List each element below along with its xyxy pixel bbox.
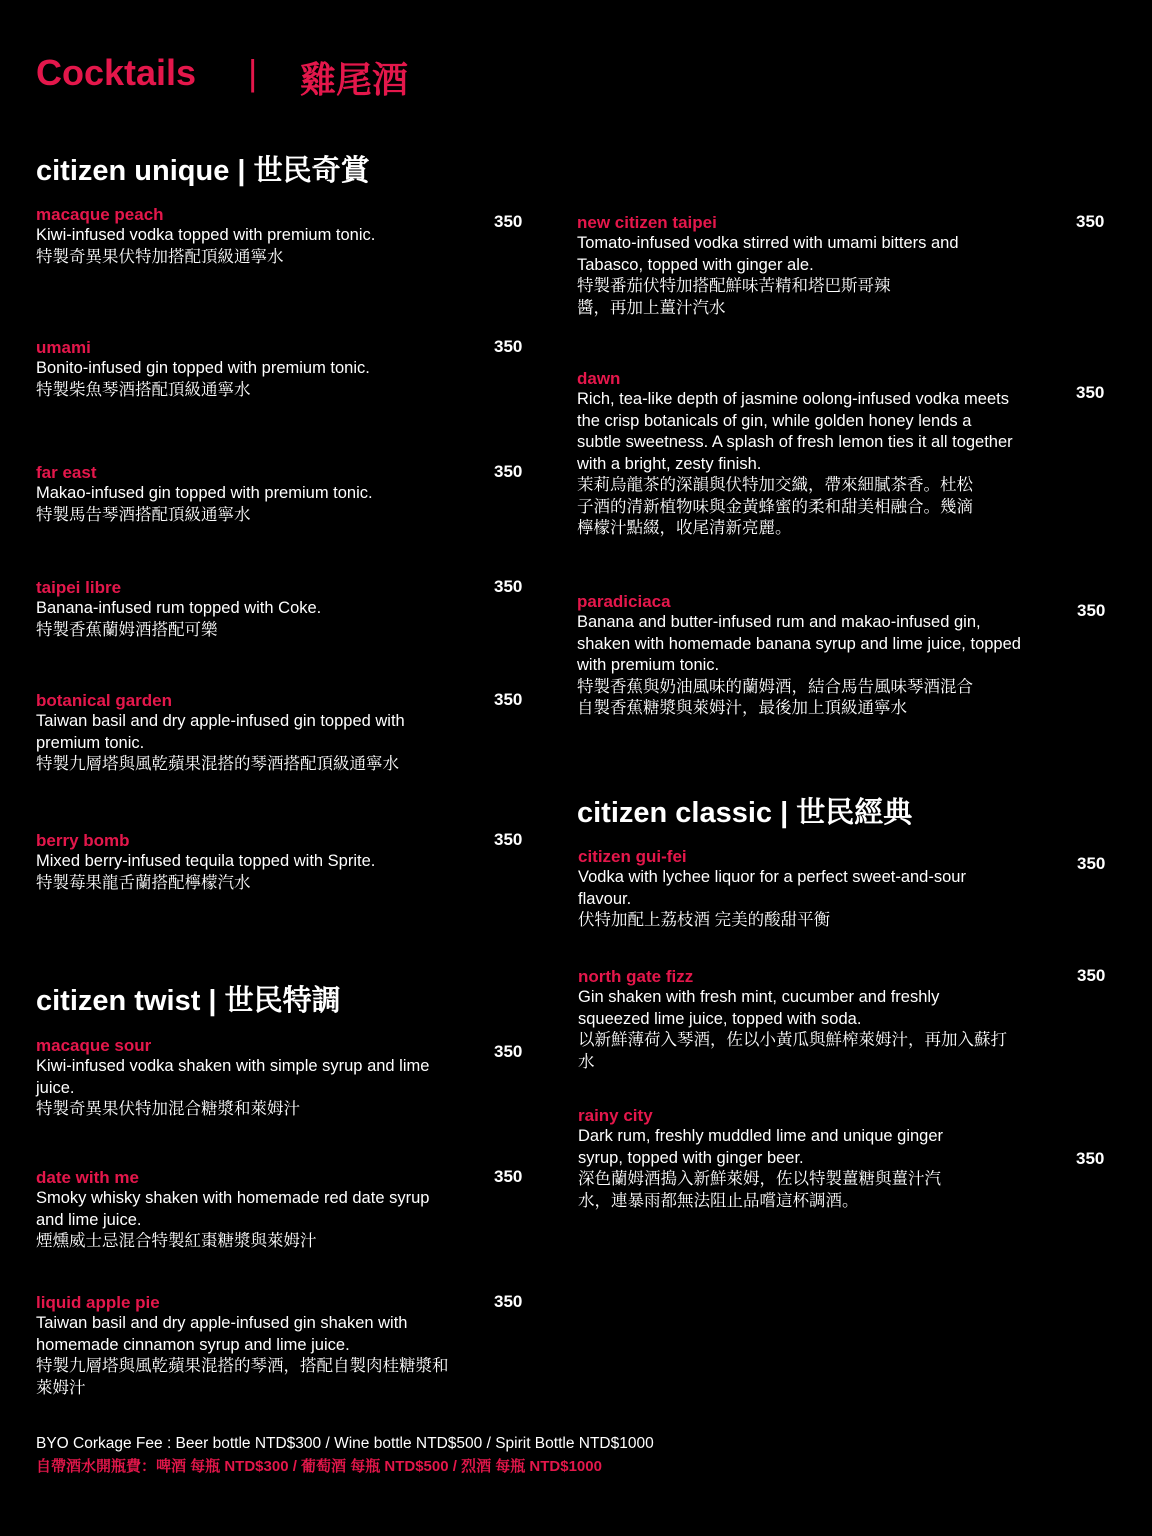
menu-item-north-gate-fizz [578,966,1023,1073]
item-description-zh: 特製莓果龍舌蘭搭配檸檬汽水 [36,873,251,892]
item-name: berry bomb [36,831,130,850]
item-description: Tomato-infused vodka stirred with umami bitters and Tabasco, topped with ginger ale. [577,234,959,274]
item-description: Gin shaken with fresh mint, cucumber and freshly squeezed lime juice, topped with soda. [578,988,940,1028]
menu-item-macaque-peach [36,204,496,268]
item-description-zh: 特製番茄伏特加搭配鮮味苦精和塔巴斯哥辣醬，再加上薑汁汽水 [577,277,891,317]
item-name: citizen gui-fei [578,847,687,866]
item-name: far east [36,463,97,482]
item-description-zh: 特製柴魚琴酒搭配頂級通寧水 [36,380,251,399]
item-description-zh: 深色蘭姆酒搗入新鮮萊姆，佐以特製薑糖與薑汁汽水，連暴雨都無法阻止品嚐這杯調酒。 [578,1170,941,1210]
item-name: botanical garden [36,691,173,710]
item-description-zh: 特製奇異果伏特加搭配頂級通寧水 [36,247,284,266]
item-description: Kiwi-infused vodka topped with premium tonic. [36,226,376,244]
item-description: Taiwan basil and dry apple-infused gin shaken with homemade cinnamon syrup and lime juice. [36,1314,408,1354]
menu-item-botanical-garden [36,690,456,776]
title-separator: | [248,52,258,93]
item-price: 350 [494,577,523,596]
item-name: date with me [36,1168,139,1187]
menu-item-macaque-sour [36,1035,446,1121]
item-name: new citizen taipei [577,213,717,232]
item-price: 350 [1077,854,1106,873]
item-price: 350 [494,462,523,481]
item-description-zh: 煙燻威士忌混合特製紅棗糖漿與萊姆汁 [36,1232,317,1250]
item-description-zh: 伏特加配上荔枝酒 完美的酸甜平衡 [578,911,831,929]
item-name: macaque sour [36,1036,152,1055]
item-price: 350 [494,830,523,849]
item-description: Bonito-infused gin topped with premium tonic. [36,359,370,377]
item-description-zh: 特製九層塔與風乾蘋果混搭的琴酒，搭配自製肉桂糖漿和萊姆汁 [36,1357,449,1397]
item-price: 350 [494,1042,523,1061]
item-description: Taiwan basil and dry apple-infused gin topped with premium tonic. [36,712,405,752]
item-description-zh: 特製九層塔與風乾蘋果混搭的琴酒搭配頂級通寧水 [36,755,399,773]
item-name: north gate fizz [578,967,694,986]
item-description-zh: 特製香蕉蘭姆酒搭配可樂 [36,620,218,639]
item-name: liquid apple pie [36,1293,160,1312]
item-name: umami [36,338,91,357]
item-name: rainy city [578,1106,653,1125]
menu-item-new-citizen-taipei [577,212,967,319]
item-price: 350 [494,1292,523,1311]
item-price: 350 [1077,966,1106,985]
menu-item-dawn [577,368,1017,540]
section-title-citizen-unique: citizen unique | 世民奇賞 [36,155,370,187]
item-price: 350 [1077,601,1106,620]
menu-item-rainy-city [578,1105,983,1212]
menu-item-date-with-me [36,1167,436,1253]
item-description: Dark rum, freshly muddled lime and unique ginger syrup, topped with ginger beer. [578,1127,944,1167]
section-title-citizen-twist: citizen twist | 世民特調 [36,985,341,1017]
menu-item-far-east [36,462,496,526]
corkage-fee-en: BYO Corkage Fee : Beer bottle NTD$300 / Wine bottle NTD$500 / Spirit Bottle NTD$1000 [36,1435,654,1452]
item-price: 350 [494,212,523,231]
menu-item-paradiciaca [577,591,1027,720]
item-description: Rich, tea-like depth of jasmine oolong-infused vodka meets the crisp botanicals of gin, while golden honey lends a subtle sweetness. A splash of fresh lemon ties it all together with a bright, zesty finish. [577,390,1013,473]
menu-item-umami [36,337,496,401]
item-price: 350 [1076,1149,1105,1168]
item-price: 350 [1076,383,1105,402]
item-description-zh: 以新鮮薄荷入琴酒，佐以小黃瓜與鮮榨萊姆汁，再加入蘇打水 [578,1031,1007,1071]
corkage-fee-zh: 自帶酒水開瓶費：啤酒 每瓶 NTD$300 / 葡萄酒 每瓶 NTD$500 / 烈酒 每瓶 NTD$1000 [36,1458,602,1475]
item-price: 350 [1076,212,1105,231]
item-name: dawn [577,369,621,388]
item-description: Banana-infused rum topped with Coke. [36,599,322,617]
item-description-zh: 特製馬告琴酒搭配頂級通寧水 [36,505,251,524]
section-title-citizen-classic: citizen classic | 世民經典 [577,797,913,829]
item-description: Banana and butter-infused rum and makao-infused gin, shaken with homemade banana syrup and lime juice, topped with premium tonic. [577,613,1021,674]
item-description-zh: 特製奇異果伏特加混合糖漿和萊姆汁 [36,1100,300,1118]
menu-item-liquid-apple-pie [36,1292,456,1399]
menu-item-citizen-gui-fei [578,846,973,932]
item-name: paradiciaca [577,592,671,611]
item-description: Kiwi-infused vodka shaken with simple syrup and lime juice. [36,1057,430,1097]
item-description: Makao-infused gin topped with premium tonic. [36,484,373,502]
menu-item-berry-bomb [36,830,496,894]
item-description-zh: 茉莉烏龍茶的深韻與伏特加交織，帶來細膩茶香。杜松子酒的清新植物味與金黃蜂蜜的柔和甜美相融合。幾滴檸檬汁點綴，收尾清新亮麗。 [577,476,973,537]
page-title-zh: 雞尾酒 [300,59,409,100]
item-name: macaque peach [36,205,164,224]
item-price: 350 [494,1167,523,1186]
item-description-zh: 特製香蕉與奶油風味的蘭姆酒，結合馬告風味琴酒混合自製香蕉糖漿與萊姆汁，最後加上頂級通寧水 [577,677,973,717]
item-description: Smoky whisky shaken with homemade red date syrup and lime juice. [36,1189,430,1229]
page-title-en: Cocktails [36,52,197,93]
item-description: Mixed berry-infused tequila topped with Sprite. [36,852,376,870]
item-price: 350 [494,337,523,356]
item-description: Vodka with lychee liquor for a perfect sweet-and-sour flavour. [578,868,966,908]
item-price: 350 [494,690,523,709]
menu-item-taipei-libre [36,577,496,641]
item-name: taipei libre [36,578,122,597]
